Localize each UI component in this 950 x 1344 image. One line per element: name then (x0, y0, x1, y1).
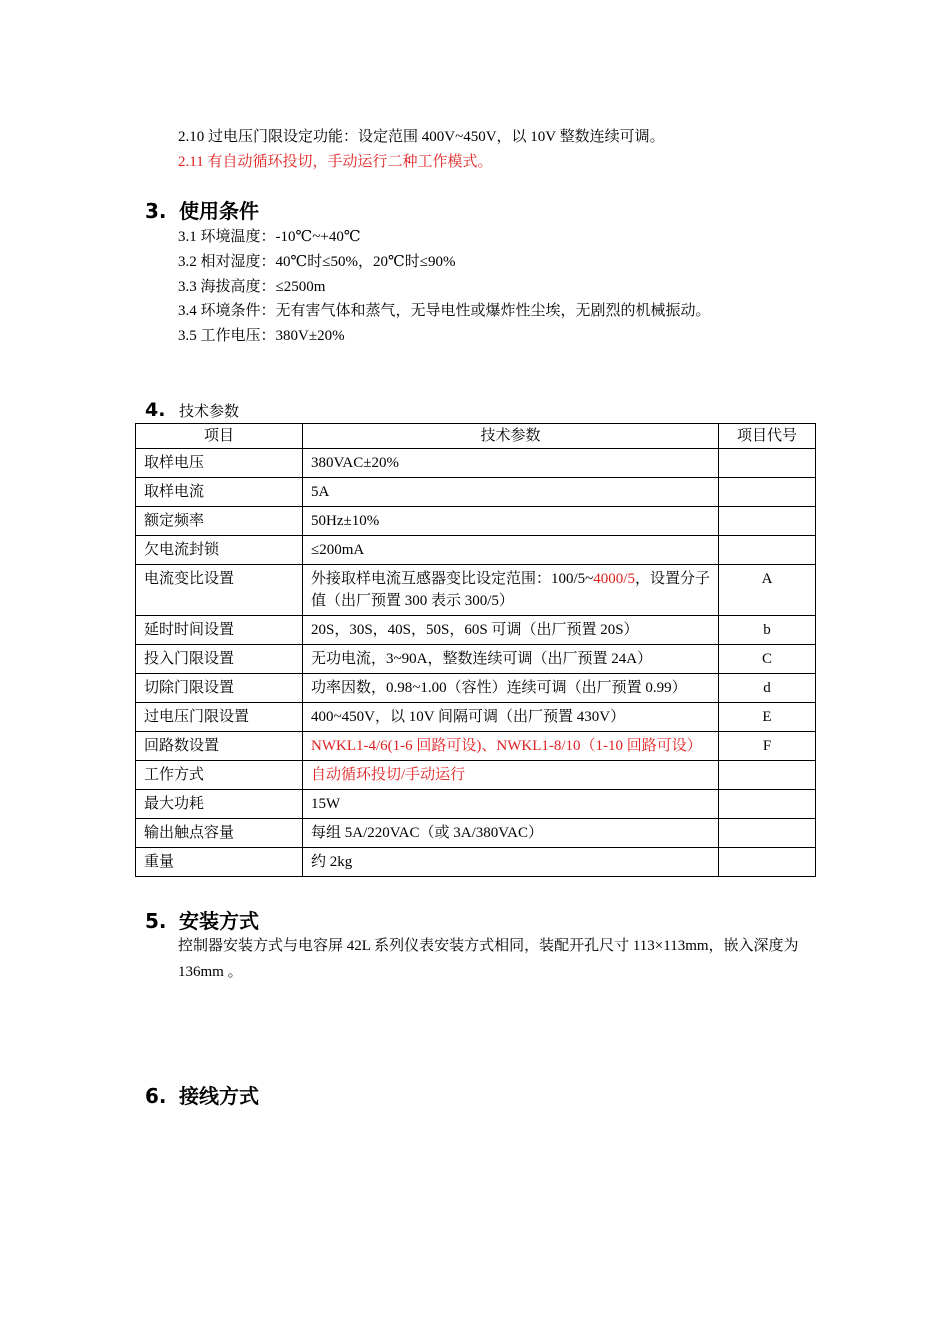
table-row (136, 645, 816, 674)
cell-code: F (719, 732, 816, 761)
cell-param (303, 565, 719, 616)
cell-item: 取样电压 (136, 449, 303, 478)
cell-item: 回路数设置 (136, 732, 303, 761)
item-3-5: 3.5 工作电压：380V±20% (178, 328, 345, 344)
table-row (136, 536, 816, 565)
item-3-3: 3.3 海拔高度：≤2500m (178, 279, 326, 295)
header-code: 项目代号 (719, 424, 816, 449)
item-3-4: 3.4 环境条件：无有害气体和蒸气，无导电性或爆炸性尘埃，无剧烈的机械振动。 (178, 303, 711, 319)
cell-item: 投入门限设置 (136, 645, 303, 674)
section-number: 5. (145, 909, 167, 933)
cell-param (303, 848, 719, 877)
cell-param (303, 703, 719, 732)
item-3-2: 3.2 相对湿度：40℃时≤50%，20℃时≤90% (178, 254, 456, 270)
header-item: 项目 (136, 424, 303, 449)
cell-param (303, 536, 719, 565)
cell-code (719, 761, 816, 790)
param-text: 无功电流，3~90A，整数连续可调（出厂预置 24A） (311, 651, 653, 667)
cell-param (303, 645, 719, 674)
table-row (136, 616, 816, 645)
tech-params-table (135, 423, 816, 877)
cell-code (719, 478, 816, 507)
section-6-heading (145, 1085, 259, 1107)
cell-item: 切除门限设置 (136, 674, 303, 703)
cell-param (303, 478, 719, 507)
cell-item: 取样电流 (136, 478, 303, 507)
cell-param (303, 761, 719, 790)
table-row (136, 507, 816, 536)
cell-item: 过电压门限设置 (136, 703, 303, 732)
param-text: 400~450V，以 10V 间隔可调（出厂预置 430V） (311, 709, 626, 725)
cell-param (303, 449, 719, 478)
cell-code (719, 536, 816, 565)
table-row (136, 761, 816, 790)
item-2-11: 2.11 有自动循环投切，手动运行二种工作模式。 (178, 154, 493, 170)
cell-param (303, 790, 719, 819)
table-row (136, 848, 816, 877)
table-row (136, 478, 816, 507)
section-number: 6. (145, 1084, 167, 1108)
param-text: ≤200mA (311, 542, 365, 558)
section-5-body: 控制器安装方式与电容屏 42L 系列仪表安装方式相同，装配开孔尺寸 113×113mm，嵌入深度为 136mm 。 (178, 938, 799, 980)
section-title: 安装方式 (179, 909, 259, 933)
header-params: 技术参数 (303, 424, 719, 449)
param-text: 每组 5A/220VAC（或 3A/380VAC） (311, 825, 543, 841)
cell-code (719, 819, 816, 848)
param-text: 约 2kg (311, 854, 353, 870)
param-text: NWKL1-4/6(1-6 回路可设)、NWKL1-8/10（1-10 回路可设） (311, 738, 702, 754)
section-5-heading (145, 910, 259, 932)
param-text: 外接取样电流互感器变比设定范围：100/5~ (311, 571, 594, 587)
section-number: 4. (145, 399, 166, 421)
cell-item: 工作方式 (136, 761, 303, 790)
section-4-heading (145, 400, 239, 422)
cell-code (719, 790, 816, 819)
cell-param (303, 674, 719, 703)
table-row (136, 703, 816, 732)
cell-code (719, 449, 816, 478)
cell-item: 额定频率 (136, 507, 303, 536)
param-text: 自动循环投切/手动运行 (311, 767, 466, 783)
table-row (136, 819, 816, 848)
cell-item: 最大功耗 (136, 790, 303, 819)
param-text: ，设置分子值（出厂预置 300 表示 300/5） (311, 571, 710, 609)
param-text: 15W (311, 796, 341, 812)
param-text: 5A (311, 484, 330, 500)
cell-param (303, 507, 719, 536)
param-text: 功率因数，0.98~1.00（容性）连续可调（出厂预置 0.99） (311, 680, 687, 696)
table-row (136, 565, 816, 616)
cell-param (303, 819, 719, 848)
cell-code (719, 848, 816, 877)
section-title: 接线方式 (179, 1084, 259, 1108)
table-row (136, 790, 816, 819)
param-text: 380VAC±20% (311, 455, 399, 471)
section-number: 3. (145, 199, 167, 223)
cell-code: C (719, 645, 816, 674)
cell-item: 重量 (136, 848, 303, 877)
table-row (136, 732, 816, 761)
cell-code: E (719, 703, 816, 732)
section-title: 技术参数 (179, 404, 240, 420)
cell-item: 输出触点容量 (136, 819, 303, 848)
cell-param (303, 616, 719, 645)
cell-code (719, 507, 816, 536)
cell-code: b (719, 616, 816, 645)
param-text: 4000/5 (593, 571, 635, 587)
table-row (136, 674, 816, 703)
table-row (136, 449, 816, 478)
section-3-heading (145, 200, 259, 222)
cell-item: 欠电流封锁 (136, 536, 303, 565)
cell-param (303, 732, 719, 761)
section-title: 使用条件 (179, 199, 259, 223)
table-header-row (136, 424, 816, 449)
param-text: 20S，30S，40S，50S，60S 可调（出厂预置 20S） (311, 622, 639, 638)
param-text: 50Hz±10% (311, 513, 380, 529)
cell-code: d (719, 674, 816, 703)
cell-item: 延时时间设置 (136, 616, 303, 645)
cell-item: 电流变比设置 (136, 565, 303, 616)
item-3-1: 3.1 环境温度：-10℃~+40℃ (178, 229, 361, 245)
item-2-10: 2.10 过电压门限设定功能：设定范围 400V~450V，以 10V 整数连续可调。 (178, 129, 665, 145)
cell-code: A (719, 565, 816, 616)
